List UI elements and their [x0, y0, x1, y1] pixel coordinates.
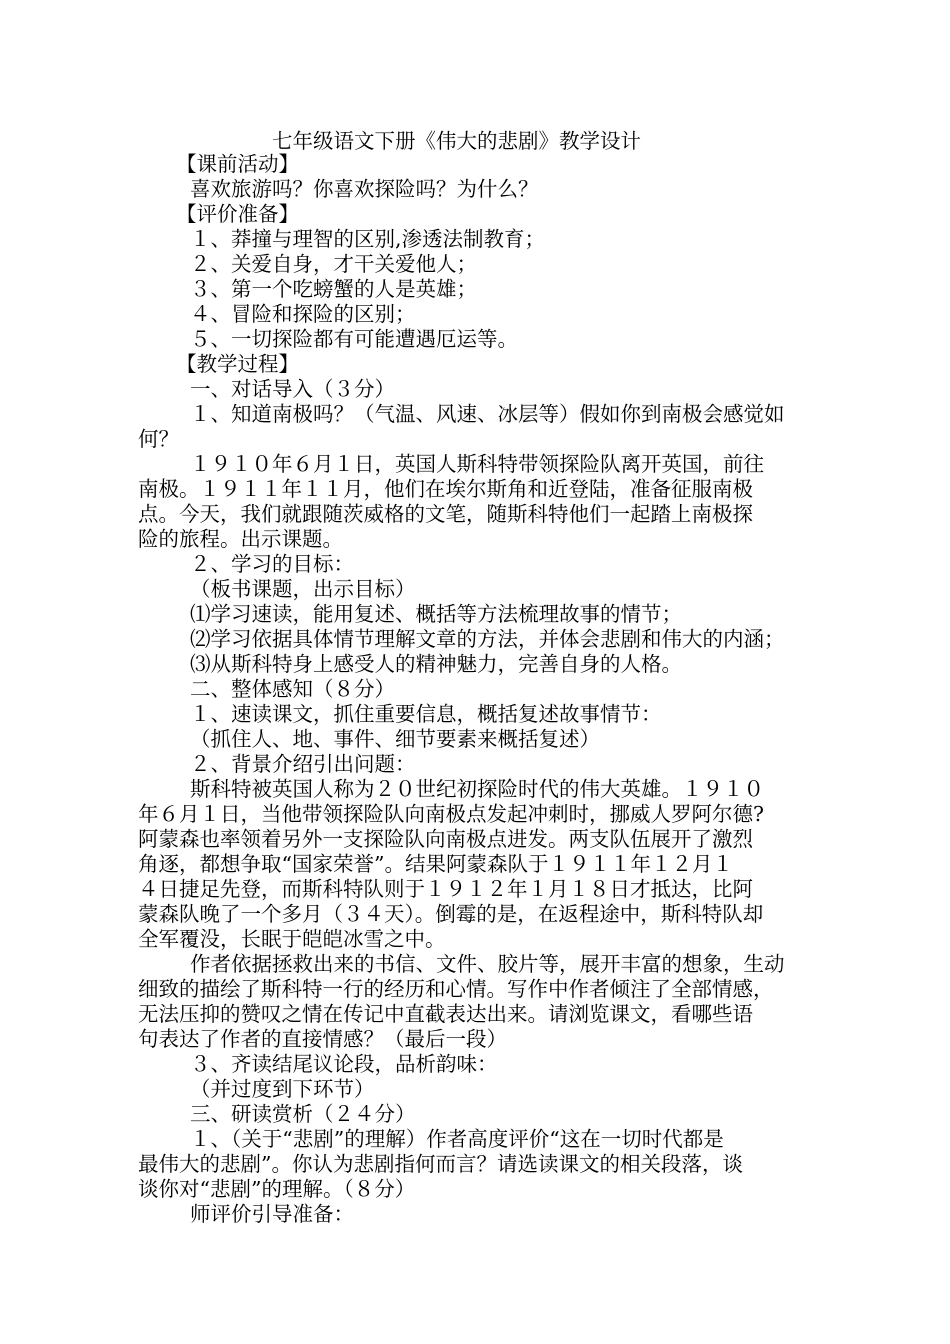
paragraph-line: 角逐，都想争取“国家荣誉”。结果阿蒙森队于１９１１年１２月１ [138, 852, 733, 876]
list-item: ２、关爱自身，才干关爱他人； [190, 252, 477, 276]
paragraph-line: 点。今天，我们就跟随茨威格的文笔，随斯科特他们一起踏上南极探 [138, 502, 753, 526]
list-item: ５、一切探险都有可能遭遇厄运等。 [190, 327, 518, 351]
paragraph-line: １、知道南极吗？（气温、风速、冰层等）假如你到南极会感觉如 [190, 402, 785, 426]
paragraph-line: ２、学习的目标： [190, 552, 354, 576]
paragraph-line: 最伟大的悲剧”。你认为悲剧指何而言？请选读课文的相关段落，谈 [138, 1152, 743, 1176]
paragraph-line: ３、齐读结尾议论段，品析韵味： [190, 1052, 498, 1076]
paragraph-line: １９１０年６月１日，英国人斯科特带领探险队离开英国，前往 [190, 452, 764, 476]
paragraph-line: 险的旅程。出示课题。 [138, 527, 343, 551]
paragraph-line: 句表达了作者的直接情感？（最后一段） [138, 1027, 507, 1051]
list-item: ⑶从斯科特身上感受人的精神魅力，完善自身的人格。 [190, 652, 682, 676]
paragraph-line: 何？ [138, 427, 179, 451]
paragraph-line: 细致的描绘了斯科特一行的经历和心情。写作中作者倾注了全部情感， [138, 977, 774, 1001]
section-heading: 【课前活动】 [176, 152, 299, 176]
paragraph-line: 作者依据拯救出来的书信、文件、胶片等，展开丰富的想象，生动 [190, 952, 785, 976]
paragraph-line: （并过度到下环节） [190, 1077, 375, 1101]
paragraph-line: 全军覆没，长眠于皑皑冰雪之中。 [138, 927, 446, 951]
paragraph-line: １、速读课文，抓住重要信息，概括复述故事情节： [190, 702, 662, 726]
paragraph-line: 年６月１日，当他带领探险队向南极点发起冲刺时，挪威人罗阿尔德? [138, 802, 764, 826]
subsection-heading: 二、整体感知（８分） [190, 677, 395, 701]
paragraph-line: 喜欢旅游吗？你喜欢探险吗？为什么？ [190, 177, 539, 201]
list-item: ４、冒险和探险的区别； [190, 302, 416, 326]
paragraph-line: 无法压抑的赞叹之情在传记中直截表达出来。请浏览课文，看哪些语 [138, 1002, 753, 1026]
paragraph-line: （板书课题，出示目标） [190, 577, 416, 601]
paragraph-line: 斯科特被英国人称为２０世纪初探险时代的伟大英雄。１９１０ [190, 777, 764, 801]
section-heading: 【评价准备】 [176, 202, 299, 226]
list-item: ⑴学习速读，能用复述、概括等方法梳理故事的情节； [190, 602, 682, 626]
section-heading: 【教学过程】 [176, 352, 299, 376]
subsection-heading: 一、对话导入（３分） [190, 377, 395, 401]
list-item: １、莽撞与理智的区别,渗透法制教育； [190, 227, 546, 251]
paragraph-line: （抓住人、地、事件、细节要素来概括复述） [190, 727, 600, 751]
subsection-heading: 三、研读赏析（２４分） [190, 1102, 416, 1126]
paragraph-line: 谈你对“悲剧”的理解。（８分） [138, 1177, 416, 1201]
paragraph-line: 蒙森队晚了一个多月（３４天）。倒霉的是，在返程途中，斯科特队却 [138, 902, 764, 926]
paragraph-line: 阿蒙森也率领着另外一支探险队向南极点进发。两支队伍展开了激烈 [138, 827, 753, 851]
document-title: 七年级语文下册《伟大的悲剧》教学设计 [272, 129, 641, 153]
list-item: ⑵学习依据具体情节理解文章的方法，并体会悲剧和伟大的内涵； [190, 627, 785, 651]
paragraph-line: ４日捷足先登，而斯科特队则于１９１２年１月１８日才抵达，比阿 [138, 877, 753, 901]
paragraph-line: 师评价引导准备： [190, 1202, 354, 1226]
paragraph-line: ２、背景介绍引出问题： [190, 752, 416, 776]
list-item: ３、第一个吃螃蟹的人是英雄； [190, 277, 477, 301]
paragraph-line: １、（关于“悲剧”的理解）作者高度评价“这在一切时代都是 [190, 1127, 724, 1151]
paragraph-line: 南极。１９１１年１１月，他们在埃尔斯角和近登陆，准备征服南极 [138, 477, 753, 501]
